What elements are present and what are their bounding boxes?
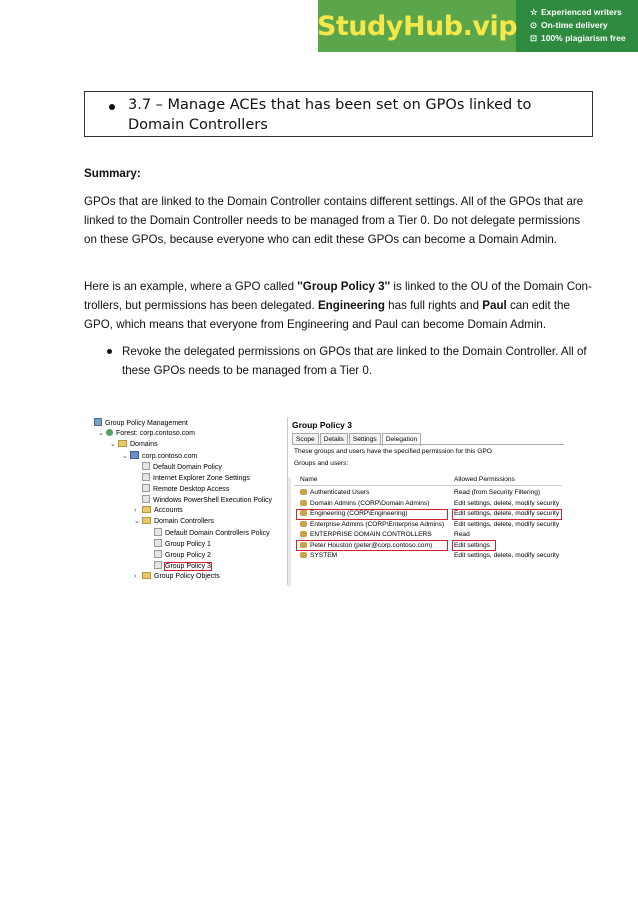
star-icon: ☆ [530, 7, 538, 17]
tree-item-label: Windows PowerShell Execution Policy [153, 497, 273, 504]
principal-name: Engineering (CORP\Engineering) [310, 510, 408, 517]
chevron-right-icon[interactable]: › [134, 507, 137, 514]
highlight-box [452, 540, 496, 551]
tree-item[interactable] [134, 572, 220, 582]
section-heading-box [84, 91, 593, 137]
table-header [294, 474, 562, 486]
tab-details[interactable]: Details [320, 433, 348, 445]
clock-icon: ⊙ [530, 20, 538, 30]
principal-cell [300, 520, 444, 530]
tree-item-label: Accounts [154, 507, 183, 514]
tree-item[interactable] [134, 462, 222, 472]
chevron-down-icon[interactable]: ⌄ [122, 453, 128, 460]
tree-item-label: Group Policy Management [105, 420, 188, 427]
permission-cell: Read [454, 531, 470, 538]
user-group-icon [300, 500, 307, 506]
tree-item[interactable] [146, 528, 270, 538]
tree-item-label: Forest: corp.contoso.com [116, 430, 195, 437]
brand-logo[interactable] [318, 0, 516, 52]
tree-item[interactable] [86, 418, 188, 428]
folder-icon [142, 506, 151, 513]
feature-1 [530, 6, 626, 19]
delegation-info: These groups and users have the specified permission for this GPO [294, 448, 492, 455]
tree-item-label: Group Policy Objects [154, 573, 220, 580]
section-heading: 3.7 – Manage ACEs that has been set on GPOs linked to Domain Controllers [128, 97, 532, 133]
groups-label: Groups and users: [294, 460, 349, 467]
permission-cell: Read (from Security Filtering) [454, 489, 541, 496]
principal-name: Domain Admins (CORP\Domain Admins) [310, 499, 430, 507]
folder-icon [142, 572, 151, 579]
gpo-link-icon [154, 550, 162, 558]
tree-item-label: Group Policy 1 [165, 541, 211, 548]
principal-cell [300, 530, 432, 540]
user-group-icon [300, 489, 307, 495]
tree-item[interactable] [122, 451, 197, 461]
summary-label: Summary: [84, 167, 141, 180]
table-row[interactable] [294, 551, 562, 561]
tree-item[interactable] [146, 550, 211, 560]
feature-3-text: 100% plagiarism free [541, 33, 626, 43]
chevron-down-icon[interactable]: ⌄ [98, 430, 104, 437]
tree-item[interactable] [110, 440, 158, 450]
tree-item[interactable] [134, 517, 214, 527]
example-text-2: is linked to the OU of the Domain Con-trollers, but permissions has been delegated. [84, 280, 592, 312]
recommendation-text: Revoke the delegated permissions on GPOs that are linked to the Domain Controller. All of these GPOs needs to be managed from a Tier 0. [122, 345, 587, 377]
example-text-4: can edit the GPO, which means that everyone from Engineering and Paul can become Domain Admin. [84, 299, 570, 331]
shield-icon: ⊡ [530, 33, 538, 43]
highlight-box [296, 509, 448, 520]
tree-item[interactable] [134, 473, 250, 483]
gpo-details-pane [287, 417, 564, 585]
gpo-link-icon [154, 561, 162, 569]
gpo-link-icon [142, 462, 150, 470]
permission-cell: Edit settings [454, 541, 490, 549]
feature-2-text: On-time delivery [541, 20, 608, 30]
chevron-right-icon[interactable]: › [134, 573, 137, 580]
col-permissions-header[interactable]: Allowed Permissions [454, 476, 515, 483]
tree-item[interactable] [134, 495, 272, 505]
brand-name: StudyHub.vip [316, 10, 518, 42]
principal-cell [300, 551, 337, 561]
engineering-bold: Engineering [317, 299, 385, 312]
tree-item-label: Default Domain Policy [153, 464, 222, 471]
pane-title: Group Policy 3 [292, 420, 352, 430]
gpo-link-icon [142, 484, 150, 492]
gpo-link-icon [154, 528, 162, 536]
col-name-header[interactable]: Name [300, 476, 318, 483]
studyhub-banner[interactable] [318, 0, 638, 52]
scrollbar[interactable] [288, 477, 291, 587]
feature-2 [530, 19, 626, 32]
domain-icon [130, 451, 139, 459]
permission-cell: Edit settings, delete, modify security [454, 510, 560, 517]
example-text-3: has full rights and [384, 299, 483, 312]
tab-delegation[interactable]: Delegation [382, 433, 422, 446]
tree-item-label: Group Policy 2 [165, 552, 211, 559]
feature-3 [530, 32, 626, 45]
tree-item-label: Domain Controllers [154, 518, 214, 525]
gpo-name-bold: ''Group Policy 3'' [297, 280, 391, 293]
tree-item[interactable] [98, 429, 195, 439]
user-group-icon [300, 552, 307, 558]
permission-cell: Edit settings, delete, modify security [454, 520, 560, 528]
tree-item[interactable] [146, 539, 211, 549]
principal-name: Authenticated Users [310, 489, 370, 496]
gpo-link-icon [154, 539, 162, 547]
highlight-box [452, 509, 562, 520]
folder-icon [142, 517, 151, 524]
feature-1-text: Experienced writers [541, 7, 622, 17]
gpm-icon [94, 418, 102, 426]
tree-item[interactable] [134, 506, 183, 516]
tree-item-label: Group Policy 3 [165, 563, 211, 570]
permission-cell: Edit settings, delete, modify security [454, 499, 560, 507]
banner-features [530, 6, 626, 45]
permission-cell: Edit settings, delete, modify security [454, 552, 560, 559]
tree-item-label: Domains [130, 441, 158, 448]
principal-name: Peter Houston (peter@corp.contoso.com) [310, 541, 433, 549]
gpo-link-icon [142, 473, 150, 481]
table-row[interactable] [294, 499, 562, 509]
tree-item-label: Internet Explorer Zone Settings [153, 475, 250, 482]
example-text-1: Here is an example, where a GPO called [84, 280, 298, 293]
tab-scope[interactable]: Scope [292, 433, 319, 445]
gpo-link-icon [142, 495, 150, 503]
highlight-box [296, 540, 448, 551]
tree-item[interactable] [134, 484, 229, 494]
summary-text: GPOs that are linked to the Domain Controller contains different settings. All of the GPOs that are linked to the Domain Controller needs to be managed from a Tier 0. Do not delegate permissions on these GPOs, because everyone who can edit these GPOs can become a Domain Admin. [84, 195, 584, 246]
principal-name: ENTERPRISE DOMAIN CONTROLLERS [310, 531, 432, 538]
chevron-down-icon[interactable]: ⌄ [134, 518, 140, 525]
gpmc-screenshot [84, 416, 564, 588]
tree-item-label: Remote Desktop Access [153, 486, 230, 493]
bullet-icon [107, 349, 112, 354]
user-group-icon [300, 521, 307, 527]
tree-item-label: Default Domain Controllers Policy [165, 530, 270, 537]
tree-item[interactable] [146, 561, 211, 571]
principal-cell [300, 499, 429, 509]
table-row[interactable] [294, 530, 562, 540]
tree-item-label: corp.contoso.com [142, 453, 198, 460]
user-group-icon [300, 531, 307, 537]
principal-name: Enterprise Admins (CORP\Enterprise Admins) [310, 520, 445, 528]
paul-bold: Paul [482, 299, 507, 312]
bullet-icon [109, 104, 115, 110]
principal-cell [300, 488, 369, 498]
tab-settings[interactable]: Settings [349, 433, 381, 445]
folder-icon [118, 440, 127, 447]
forest-icon [106, 429, 113, 436]
table-row[interactable] [294, 488, 562, 498]
table-row[interactable] [294, 520, 562, 530]
tab-divider [292, 444, 564, 445]
principal-name: SYSTEM [310, 552, 338, 559]
example-paragraph [84, 277, 594, 334]
chevron-down-icon[interactable]: ⌄ [110, 441, 116, 448]
